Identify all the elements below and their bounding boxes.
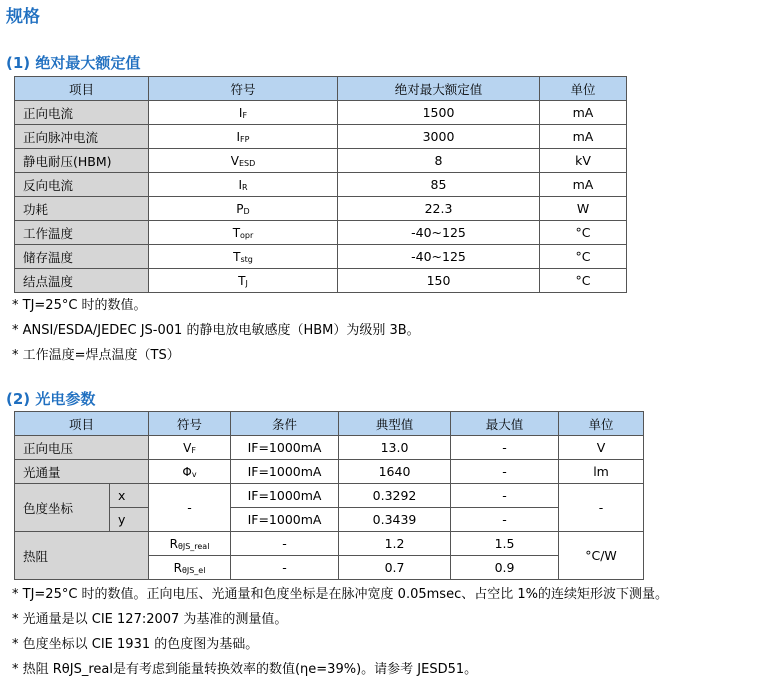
section-title-absolute-max: (1) 绝对最大额定值 — [6, 54, 141, 72]
table-row — [15, 197, 627, 221]
rating-cell: 1500 — [338, 101, 540, 125]
table-row — [15, 101, 627, 125]
note: * ANSI/ESDA/JEDEC JS-001 的静电放电敏感度（HBM）为级别 3B。 — [12, 323, 420, 338]
axis-label-y: y — [110, 508, 149, 532]
axis-label-x: x — [110, 484, 149, 508]
condition-cell: - — [231, 532, 339, 556]
unit-cell: kV — [540, 149, 627, 173]
row-label: 储存温度 — [15, 245, 149, 269]
row-label: 功耗 — [15, 197, 149, 221]
row-label: 静电耐压(HBM) — [15, 149, 149, 173]
condition-cell: IF=1000mA — [231, 460, 339, 484]
unit-cell: W — [540, 197, 627, 221]
table-header-row — [15, 412, 644, 436]
table-row-luminous-flux — [15, 460, 644, 484]
table-row — [15, 125, 627, 149]
note: * 光通量是以 CIE 127:2007 为基准的测量值。 — [12, 612, 288, 627]
note: * 工作温度=焊点温度（TS） — [12, 348, 180, 363]
rating-cell: 8 — [338, 149, 540, 173]
typical-cell: 0.3292 — [339, 484, 451, 508]
row-label: 结点温度 — [15, 269, 149, 293]
symbol-cell: VESD — [149, 149, 338, 173]
header-unit: 单位 — [540, 77, 627, 101]
max-cell: - — [451, 460, 559, 484]
header-item: 项目 — [15, 77, 149, 101]
unit-cell: - — [559, 484, 644, 532]
row-label: 光通量 — [15, 460, 149, 484]
header-condition: 条件 — [231, 412, 339, 436]
table-row-forward-voltage — [15, 436, 644, 460]
rating-cell: 3000 — [338, 125, 540, 149]
header-maximum: 最大值 — [451, 412, 559, 436]
unit-cell: V — [559, 436, 644, 460]
typical-cell: 1640 — [339, 460, 451, 484]
unit-cell: mA — [540, 101, 627, 125]
row-label: 正向脉冲电流 — [15, 125, 149, 149]
rating-cell: 22.3 — [338, 197, 540, 221]
row-label: 反向电流 — [15, 173, 149, 197]
row-label: 热阻 — [15, 532, 149, 580]
max-cell: - — [451, 508, 559, 532]
unit-cell: °C — [540, 269, 627, 293]
unit-cell: mA — [540, 173, 627, 197]
unit-cell: °C — [540, 245, 627, 269]
table-row — [15, 149, 627, 173]
header-unit: 单位 — [559, 412, 644, 436]
table-row-chromaticity-y — [15, 508, 644, 532]
symbol-cell: Tstg — [149, 245, 338, 269]
optoelectronic-notes — [12, 582, 668, 682]
row-label: 正向电流 — [15, 101, 149, 125]
condition-cell: IF=1000mA — [231, 436, 339, 460]
table-row — [15, 221, 627, 245]
optoelectronic-parameters-table — [14, 411, 644, 580]
header-symbol: 符号 — [149, 77, 338, 101]
symbol-cell: RθJS_real — [149, 532, 231, 556]
section-title-optoelectronic: (2) 光电参数 — [6, 390, 96, 408]
max-cell: 0.9 — [451, 556, 559, 580]
condition-cell: - — [231, 556, 339, 580]
unit-cell: °C/W — [559, 532, 644, 580]
symbol-cell: TJ — [149, 269, 338, 293]
page-title: 规格 — [6, 7, 40, 27]
rating-cell: 85 — [338, 173, 540, 197]
note: * 色度坐标以 CIE 1931 的色度图为基础。 — [12, 637, 259, 652]
unit-cell: °C — [540, 221, 627, 245]
table-row — [15, 173, 627, 197]
max-cell: - — [451, 484, 559, 508]
symbol-cell: Topr — [149, 221, 338, 245]
header-item: 项目 — [15, 412, 149, 436]
table-row-thermal-real — [15, 532, 644, 556]
table-row — [15, 269, 627, 293]
table-row-chromaticity-x — [15, 484, 644, 508]
unit-cell: lm — [559, 460, 644, 484]
rating-cell: -40~125 — [338, 245, 540, 269]
table-row — [15, 245, 627, 269]
condition-cell: IF=1000mA — [231, 484, 339, 508]
header-symbol: 符号 — [149, 412, 231, 436]
symbol-cell: Φv — [149, 460, 231, 484]
symbol-cell: IR — [149, 173, 338, 197]
symbol-cell: VF — [149, 436, 231, 460]
max-cell: - — [451, 436, 559, 460]
typical-cell: 0.3439 — [339, 508, 451, 532]
unit-cell: mA — [540, 125, 627, 149]
rating-cell: 150 — [338, 269, 540, 293]
symbol-cell: PD — [149, 197, 338, 221]
max-cell: 1.5 — [451, 532, 559, 556]
note: * 热阻 RθJS_real是有考虑到能量转换效率的数值(ηe=39%)。请参考 JESD51。 — [12, 662, 478, 677]
absolute-max-notes — [12, 293, 420, 368]
table-header-row — [15, 77, 627, 101]
condition-cell: IF=1000mA — [231, 508, 339, 532]
absolute-max-ratings-body — [15, 101, 627, 293]
note: * TJ=25°C 时的数值。正向电压、光通量和色度坐标是在脉冲宽度 0.05msec、占空比 1%的连续矩形波下测量。 — [12, 587, 668, 602]
typical-cell: 13.0 — [339, 436, 451, 460]
header-rating: 绝对最大额定值 — [338, 77, 540, 101]
row-label: 正向电压 — [15, 436, 149, 460]
row-label: 工作温度 — [15, 221, 149, 245]
symbol-cell: RθJS_el — [149, 556, 231, 580]
rating-cell: -40~125 — [338, 221, 540, 245]
typical-cell: 0.7 — [339, 556, 451, 580]
row-label: 色度坐标 — [15, 484, 110, 532]
symbol-cell: IFP — [149, 125, 338, 149]
header-typical: 典型值 — [339, 412, 451, 436]
symbol-cell: - — [149, 484, 231, 532]
note: * TJ=25°C 时的数值。 — [12, 298, 147, 313]
absolute-max-ratings-table — [14, 76, 627, 293]
symbol-cell: IF — [149, 101, 338, 125]
typical-cell: 1.2 — [339, 532, 451, 556]
